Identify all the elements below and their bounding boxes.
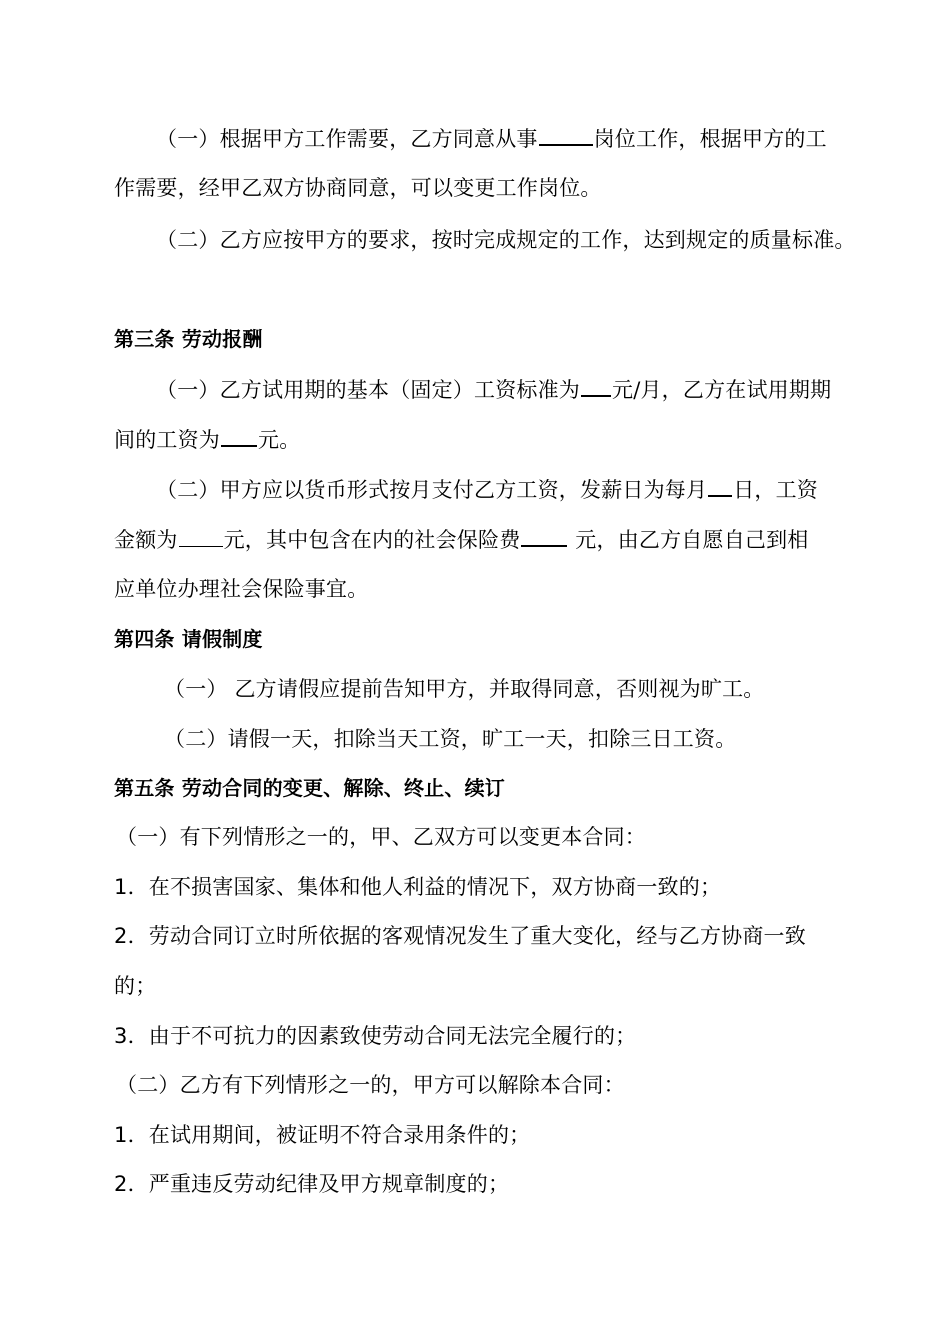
text-segment: 元/月，乙方在试用期期: [612, 378, 832, 402]
text-segment: （一）根据甲方工作需要，乙方同意从事: [156, 127, 538, 151]
text-segment: 元。: [258, 428, 301, 452]
fill-blank-payday: [708, 475, 732, 497]
article4-item1: （一） 乙方请假应提前告知甲方，并取得同意，否则视为旷工。: [164, 677, 765, 701]
article5-sub1: （一）有下列情形之一的，甲、乙双方可以变更本合同：: [116, 825, 646, 849]
text-segment: 元，其中包含在内的社会保险费: [223, 528, 521, 552]
list-text: ．严重违反劳动纪律及甲方规章制度的；: [127, 1172, 510, 1196]
list-item: [114, 1022, 636, 1050]
text-segment: 间的工资为: [114, 428, 220, 452]
list-number: 1: [114, 875, 128, 899]
article3-item2-line2: [114, 525, 809, 554]
text-segment: 金额为: [114, 528, 178, 552]
article3-item1-line1: [156, 375, 831, 404]
list-number: 2: [114, 924, 128, 948]
list-number: 2: [114, 1172, 128, 1196]
text-segment: （一）乙方试用期的基本（固定）工资标准为: [156, 378, 580, 402]
article5-sub2: （二）乙方有下列情形之一的，甲方可以解除本合同：: [116, 1073, 625, 1097]
fill-blank-wage-amount: [179, 526, 223, 547]
text-segment: 元，由乙方自愿自己到相: [568, 528, 809, 552]
list-number: 3: [114, 1024, 128, 1048]
fill-blank-trial-wage: [581, 375, 611, 397]
article3-item1-line2: [114, 425, 300, 454]
list-item: [114, 1170, 509, 1198]
text-segment: （二）甲方应以货币形式按月支付乙方工资，发薪日为每月: [156, 478, 708, 502]
article2-item1-line1: [156, 124, 827, 153]
fill-blank-social-insurance: [521, 525, 567, 547]
list-text: ．劳动合同订立时所依据的客观情况发生了重大变化，经与乙方协商一致: [127, 924, 806, 948]
article3-item2-line3: 应单位办理社会保险事宜。: [114, 577, 369, 601]
list-text: ．在不损害国家、集体和他人利益的情况下，双方协商一致的；: [127, 875, 722, 899]
list-text: 的；: [114, 974, 157, 998]
article4-heading: 第四条 请假制度: [114, 627, 263, 651]
text-segment: 日，工资: [733, 478, 819, 502]
text-segment: 岗位工作，根据甲方的工: [593, 127, 827, 151]
list-item: [114, 873, 721, 901]
fill-blank-trial-total: [221, 425, 257, 447]
fill-blank-position: [539, 124, 593, 146]
list-text: ．在试用期间，被证明不符合录用条件的；: [127, 1123, 531, 1147]
article4-item2: （二）请假一天，扣除当天工资，旷工一天，扣除三日工资。: [164, 727, 737, 751]
list-item-continuation: [114, 972, 156, 1000]
article3-item2-line1: [156, 475, 818, 504]
article5-heading: 第五条 劳动合同的变更、解除、终止、续订: [114, 776, 505, 800]
article3-heading: 第三条 劳动报酬: [114, 327, 263, 351]
list-number: 1: [114, 1123, 128, 1147]
article2-item1-line2: 作需要，经甲乙双方协商同意，可以变更工作岗位。: [114, 176, 602, 200]
list-item: [114, 1121, 530, 1149]
article2-item2: （二）乙方应按甲方的要求，按时完成规定的工作，达到规定的质量标准。: [156, 228, 856, 252]
list-text: ．由于不可抗力的因素致使劳动合同无法完全履行的；: [127, 1024, 637, 1048]
list-item: [114, 922, 806, 950]
